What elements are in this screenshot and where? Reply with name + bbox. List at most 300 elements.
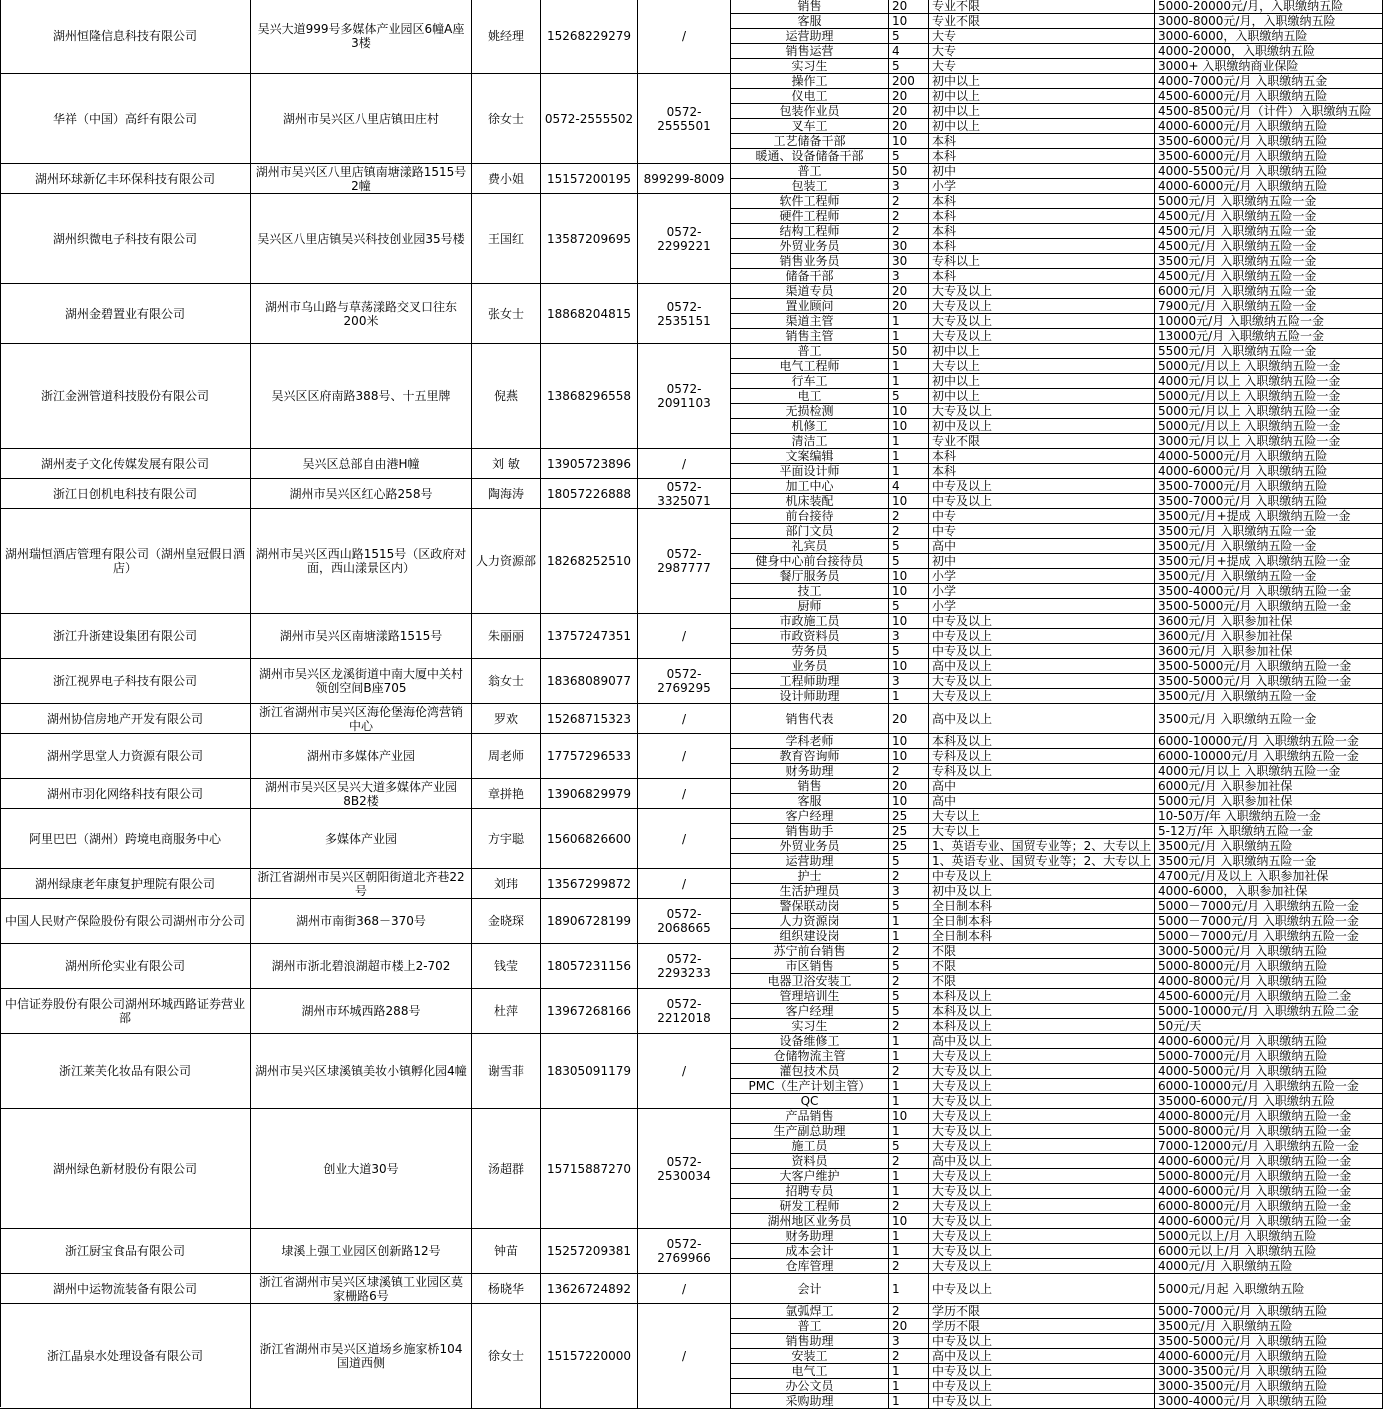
- job-title: 叉车工: [731, 119, 889, 134]
- contact-person: 倪燕: [472, 344, 541, 449]
- job-salary: 4000-6000元/月 入职缴纳五险: [1155, 464, 1383, 479]
- job-salary: 5000－7000元/月 入职缴纳五险一金: [1155, 929, 1383, 944]
- job-education: 初中以上: [929, 119, 1155, 134]
- job-headcount: 25: [889, 809, 929, 824]
- contact-mobile: 18057231156: [541, 944, 638, 989]
- job-headcount: 10: [889, 419, 929, 434]
- job-title: 行车工: [731, 374, 889, 389]
- job-headcount: 10: [889, 14, 929, 29]
- company-name: 浙江莱芙化妆品有限公司: [0, 1034, 251, 1109]
- job-title: 销售: [731, 0, 889, 14]
- job-headcount: 10: [889, 1109, 929, 1124]
- company-address: 湖州市多媒体产业园: [251, 734, 472, 779]
- job-headcount: 1: [889, 1184, 929, 1199]
- contact-person: 姚经理: [472, 0, 541, 74]
- job-education: 本科及以上: [929, 1019, 1155, 1034]
- job-education: 大专及以上: [929, 1079, 1155, 1094]
- job-salary: 3600元/月 入职参加社保: [1155, 644, 1383, 659]
- job-salary: 5000-7000元/月 入职缴纳五险: [1155, 1304, 1383, 1319]
- job-title: 业务员: [731, 659, 889, 674]
- job-title: 设备维修工: [731, 1034, 889, 1049]
- job-salary: 3500元/月+提成 入职缴纳五险一金: [1155, 554, 1383, 569]
- job-education: 大专及以上: [929, 314, 1155, 329]
- job-education: 大专: [929, 59, 1155, 74]
- job-title: 市政施工员: [731, 614, 889, 629]
- job-title: 安装工: [731, 1349, 889, 1364]
- job-salary: 5000元以上/月 入职缴纳五险: [1155, 1229, 1383, 1244]
- job-title: 财务助理: [731, 764, 889, 779]
- job-headcount: 5: [889, 644, 929, 659]
- contact-person: 费小姐: [472, 164, 541, 194]
- job-title: 厨师: [731, 599, 889, 614]
- contact-mobile: 15715887270: [541, 1109, 638, 1229]
- job-title: 湖州地区业务员: [731, 1214, 889, 1229]
- job-headcount: 5: [889, 389, 929, 404]
- job-headcount: 1: [889, 1244, 929, 1259]
- job-title: 灌包技术员: [731, 1064, 889, 1079]
- contact-mobile: 13757247351: [541, 614, 638, 659]
- job-title: 销售业务员: [731, 254, 889, 269]
- contact-mobile: 13868296558: [541, 344, 638, 449]
- job-title: QC: [731, 1094, 889, 1109]
- job-headcount: 50: [889, 344, 929, 359]
- job-salary: 4000-8000元/月 入职缴纳五险: [1155, 974, 1383, 989]
- job-title: 实习生: [731, 1019, 889, 1034]
- job-education: 大专及以上: [929, 1184, 1155, 1199]
- job-salary: 5000-8000元/月 入职缴纳五险一金: [1155, 1169, 1383, 1184]
- job-headcount: 1: [889, 1394, 929, 1409]
- contact-mobile: 18368089077: [541, 659, 638, 704]
- job-title: 操作工: [731, 74, 889, 89]
- contact-phone: 0572-2535151: [638, 284, 731, 344]
- job-education: 本科: [929, 224, 1155, 239]
- job-headcount: 50: [889, 164, 929, 179]
- job-headcount: 10: [889, 794, 929, 809]
- contact-person: 章拼艳: [472, 779, 541, 809]
- job-title: 电气工: [731, 1364, 889, 1379]
- job-salary: 3000-3500元/月 入职缴纳五险: [1155, 1364, 1383, 1379]
- job-headcount: 1: [889, 314, 929, 329]
- contact-mobile: 13626724892: [541, 1274, 638, 1304]
- company-address: 湖州市吴兴区红心路258号: [251, 479, 472, 509]
- job-education: 专科及以上: [929, 749, 1155, 764]
- company-address: 湖州市吴兴区龙溪街道中南大厦中关村领创空间B座705: [251, 659, 472, 704]
- job-title: PMC（生产计划主管）: [731, 1079, 889, 1094]
- job-title: 包装工: [731, 179, 889, 194]
- company-address: 吴兴区八里店镇吴兴科技创业园35号楼: [251, 194, 472, 284]
- company-name: 湖州学思堂人力资源有限公司: [0, 734, 251, 779]
- job-headcount: 2: [889, 1019, 929, 1034]
- job-education: 大专及以上: [929, 1064, 1155, 1079]
- job-headcount: 5: [889, 539, 929, 554]
- company-address: 湖州市乌山路与草荡漾路交叉口往东200米: [251, 284, 472, 344]
- job-title: 办公文员: [731, 1379, 889, 1394]
- job-education: 专业不限: [929, 434, 1155, 449]
- contact-mobile: 17757296533: [541, 734, 638, 779]
- job-headcount: 4: [889, 479, 929, 494]
- job-salary: 6000元/月 入职参加社保: [1155, 779, 1383, 794]
- job-education: 小学: [929, 569, 1155, 584]
- job-salary: 4000-6000元/月 入职缴纳五险一金: [1155, 1184, 1383, 1199]
- contact-mobile: 15157200195: [541, 164, 638, 194]
- job-title: 电工: [731, 389, 889, 404]
- job-title: 会计: [731, 1274, 889, 1304]
- job-headcount: 10: [889, 659, 929, 674]
- job-headcount: 2: [889, 224, 929, 239]
- job-education: 本科及以上: [929, 734, 1155, 749]
- job-headcount: 2: [889, 509, 929, 524]
- contact-mobile: 18305091179: [541, 1034, 638, 1109]
- job-salary: 5000元/月 入职参加社保: [1155, 794, 1383, 809]
- company-name: 湖州恒隆信息科技有限公司: [0, 0, 251, 74]
- job-education: 1、英语专业、国贸专业等；2、大专以上: [929, 854, 1155, 869]
- contact-phone: 0572-2769966: [638, 1229, 731, 1274]
- company-address: 吴兴区区府南路388号、十五里牌: [251, 344, 472, 449]
- contact-mobile: 13905723896: [541, 449, 638, 479]
- contact-phone: 0572-2091103: [638, 344, 731, 449]
- job-education: 本科: [929, 209, 1155, 224]
- company-name: 中信证券股份有限公司湖州环城西路证券营业部: [0, 989, 251, 1034]
- job-title: 技工: [731, 584, 889, 599]
- contact-person: 人力资源部: [472, 509, 541, 614]
- job-education: 中专及以上: [929, 479, 1155, 494]
- job-title: 仓库管理: [731, 1259, 889, 1274]
- company-name: 中国人民财产保险股份有限公司湖州市分公司: [0, 899, 251, 944]
- job-headcount: 1: [889, 1124, 929, 1139]
- job-salary: 6000-8000元/月 入职缴纳五险一金: [1155, 1199, 1383, 1214]
- company-name: 浙江日创机电科技有限公司: [0, 479, 251, 509]
- job-salary: 5000元/月以上 入职缴纳五险一金: [1155, 389, 1383, 404]
- job-headcount: 2: [889, 1349, 929, 1364]
- job-education: 高中及以上: [929, 659, 1155, 674]
- job-title: 学科老师: [731, 734, 889, 749]
- job-salary: 5000元/月以上 入职缴纳五险一金: [1155, 404, 1383, 419]
- contact-person: 刘玮: [472, 869, 541, 899]
- job-headcount: 1: [889, 689, 929, 704]
- contact-mobile: 13906829979: [541, 779, 638, 809]
- job-headcount: 1: [889, 1379, 929, 1394]
- job-headcount: 1: [889, 1229, 929, 1244]
- company-name: 湖州中运物流装备有限公司: [0, 1274, 251, 1304]
- job-title: 人力资源岗: [731, 914, 889, 929]
- job-title: 生活护理员: [731, 884, 889, 899]
- job-headcount: 20: [889, 0, 929, 14]
- job-education: 大专以上: [929, 824, 1155, 839]
- job-headcount: 1: [889, 914, 929, 929]
- job-education: 本科: [929, 194, 1155, 209]
- contact-mobile: 15257209381: [541, 1229, 638, 1274]
- job-salary: 3500元/月 入职缴纳五险一金: [1155, 569, 1383, 584]
- job-education: 初中: [929, 164, 1155, 179]
- job-education: 高中: [929, 779, 1155, 794]
- job-title: 招聘专员: [731, 1184, 889, 1199]
- contact-person: 杜萍: [472, 989, 541, 1034]
- job-education: 大专及以上: [929, 689, 1155, 704]
- job-salary: 4000-6000，入职参加社保: [1155, 884, 1383, 899]
- contact-phone: 0572-2530034: [638, 1109, 731, 1229]
- job-title: 结构工程师: [731, 224, 889, 239]
- contact-person: 徐女士: [472, 1304, 541, 1409]
- job-title: 警保联动岗: [731, 899, 889, 914]
- job-headcount: 4: [889, 44, 929, 59]
- job-title: 组织建设岗: [731, 929, 889, 944]
- contact-phone: /: [638, 809, 731, 869]
- job-education: 大专及以上: [929, 284, 1155, 299]
- job-title: 渠道主管: [731, 314, 889, 329]
- job-title: 运营助理: [731, 29, 889, 44]
- job-headcount: 2: [889, 1154, 929, 1169]
- job-title: 机修工: [731, 419, 889, 434]
- job-salary: 3000-5000元/月 入职缴纳五险: [1155, 944, 1383, 959]
- job-education: 中专及以上: [929, 869, 1155, 884]
- job-headcount: 5: [889, 59, 929, 74]
- job-headcount: 3: [889, 629, 929, 644]
- job-title: 销售助理: [731, 1334, 889, 1349]
- company-name: 湖州绿色新材股份有限公司: [0, 1109, 251, 1229]
- job-education: 初中以上: [929, 74, 1155, 89]
- job-headcount: 1: [889, 1079, 929, 1094]
- job-headcount: 5: [889, 899, 929, 914]
- job-education: 本科: [929, 134, 1155, 149]
- job-salary: 3500元/月 入职缴纳五险一金: [1155, 854, 1383, 869]
- job-headcount: 1: [889, 1094, 929, 1109]
- job-education: 初中及以上: [929, 884, 1155, 899]
- job-headcount: 25: [889, 824, 929, 839]
- job-salary: 4000-6000元/月 入职缴纳五险: [1155, 1034, 1383, 1049]
- contact-person: 刘 敏: [472, 449, 541, 479]
- job-headcount: 20: [889, 779, 929, 794]
- contact-mobile: 15606826600: [541, 809, 638, 869]
- company-address: 浙江省湖州市吴兴区埭溪镇工业园区莫家栅路6号: [251, 1274, 472, 1304]
- contact-phone: /: [638, 704, 731, 734]
- company-address: 吴兴大道999号多媒体产业园区6幢A座3楼: [251, 0, 472, 74]
- job-education: 高中: [929, 794, 1155, 809]
- job-education: 不限: [929, 944, 1155, 959]
- job-education: 大专及以上: [929, 1139, 1155, 1154]
- company-address: 湖州市环城西路288号: [251, 989, 472, 1034]
- job-headcount: 3: [889, 884, 929, 899]
- contact-phone: 0572-2068665: [638, 899, 731, 944]
- job-salary: 10-50万/年 入职缴纳五险一金: [1155, 809, 1383, 824]
- job-salary: 3500元/月 入职缴纳五险一金: [1155, 704, 1383, 734]
- company-name: 湖州环球新亿丰环保科技有限公司: [0, 164, 251, 194]
- job-headcount: 20: [889, 299, 929, 314]
- job-title: 运营助理: [731, 854, 889, 869]
- job-title: 无损检测: [731, 404, 889, 419]
- job-salary: 3500元/月 入职缴纳五险一金: [1155, 254, 1383, 269]
- job-education: 全日制本科: [929, 929, 1155, 944]
- job-salary: 4000-6000元/月 入职缴纳五险一金: [1155, 1154, 1383, 1169]
- job-title: 客服: [731, 14, 889, 29]
- job-education: 学历不限: [929, 1319, 1155, 1334]
- job-title: 普工: [731, 344, 889, 359]
- job-salary: 4500-8500元/月（计件）入职缴纳五险: [1155, 104, 1383, 119]
- job-education: 高中及以上: [929, 1034, 1155, 1049]
- job-salary: 35000-6000元/月 入职缴纳五险: [1155, 1094, 1383, 1109]
- job-title: 电器卫浴安装工: [731, 974, 889, 989]
- job-education: 高中及以上: [929, 704, 1155, 734]
- job-title: 仪电工: [731, 89, 889, 104]
- job-salary: 3500-5000元/月 入职缴纳五险一金: [1155, 659, 1383, 674]
- job-title: 外贸业务员: [731, 839, 889, 854]
- job-headcount: 1: [889, 359, 929, 374]
- job-salary: 5000-7000元/月 入职缴纳五险: [1155, 1049, 1383, 1064]
- job-salary: 4500-6000元/月 入职缴纳五险二金: [1155, 989, 1383, 1004]
- job-salary: 3500元/月+提成 入职缴纳五险一金: [1155, 509, 1383, 524]
- job-education: 大专及以上: [929, 1259, 1155, 1274]
- job-education: 大专及以上: [929, 299, 1155, 314]
- job-education: 专业不限: [929, 14, 1155, 29]
- job-salary: 50元/天: [1155, 1019, 1383, 1034]
- company-name: 湖州绿康老年康复护理院有限公司: [0, 869, 251, 899]
- contact-phone: /: [638, 779, 731, 809]
- contact-person: 金晓琛: [472, 899, 541, 944]
- job-salary: 7000-12000元/月 入职缴纳五险一金: [1155, 1139, 1383, 1154]
- job-salary: 4700元/月及以上 入职参加社保: [1155, 869, 1383, 884]
- job-headcount: 10: [889, 614, 929, 629]
- job-salary: 5000元/月以上 入职缴纳五险一金: [1155, 359, 1383, 374]
- job-headcount: 5: [889, 1004, 929, 1019]
- job-education: 大专以上: [929, 359, 1155, 374]
- job-salary: 3500-7000元/月 入职缴纳五险: [1155, 494, 1383, 509]
- contact-mobile: 18057226888: [541, 479, 638, 509]
- job-salary: 5000-20000元/月，入职缴纳五险: [1155, 0, 1383, 14]
- company-name: 湖州所伦实业有限公司: [0, 944, 251, 989]
- job-headcount: 2: [889, 1259, 929, 1274]
- job-salary: 5000-10000元/月 入职缴纳五险二金: [1155, 1004, 1383, 1019]
- job-headcount: 2: [889, 1304, 929, 1319]
- company-address: 湖州市南街368－370号: [251, 899, 472, 944]
- job-salary: 5000-8000元/月 入职缴纳五险: [1155, 959, 1383, 974]
- job-title: 工程师助理: [731, 674, 889, 689]
- job-education: 中专及以上: [929, 494, 1155, 509]
- job-education: 大专及以上: [929, 674, 1155, 689]
- contact-phone: 0572-2212018: [638, 989, 731, 1034]
- job-title: 机床装配: [731, 494, 889, 509]
- job-education: 小学: [929, 599, 1155, 614]
- job-headcount: 10: [889, 749, 929, 764]
- job-salary: 3000-8000元/月，入职缴纳五险: [1155, 14, 1383, 29]
- job-title: 大客户维护: [731, 1169, 889, 1184]
- job-education: 本科: [929, 239, 1155, 254]
- job-education: 高中及以上: [929, 1349, 1155, 1364]
- job-salary: 6000-10000元/月 入职缴纳五险一金: [1155, 1079, 1383, 1094]
- job-salary: 3500元/月 入职缴纳五险一金: [1155, 524, 1383, 539]
- job-education: 中专及以上: [929, 644, 1155, 659]
- contact-phone: 0572-2987777: [638, 509, 731, 614]
- job-education: 大专及以上: [929, 1214, 1155, 1229]
- job-salary: 3600元/月 入职参加社保: [1155, 629, 1383, 644]
- job-title: 加工中心: [731, 479, 889, 494]
- job-salary: 5000－7000元/月 入职缴纳五险一金: [1155, 914, 1383, 929]
- job-title: 资料员: [731, 1154, 889, 1169]
- job-title: 采购助理: [731, 1394, 889, 1409]
- contact-phone: 0572-3325071: [638, 479, 731, 509]
- job-salary: 4000-6000元/月 入职缴纳五险: [1155, 179, 1383, 194]
- job-headcount: 2: [889, 194, 929, 209]
- company-address: 湖州市浙北碧浪湖超市楼上2-702: [251, 944, 472, 989]
- job-title: 普工: [731, 1319, 889, 1334]
- company-name: 阿里巴巴（湖州）跨境电商服务中心: [0, 809, 251, 869]
- job-headcount: 2: [889, 869, 929, 884]
- job-headcount: 3: [889, 674, 929, 689]
- job-salary: 4500元/月 入职缴纳五险一金: [1155, 209, 1383, 224]
- job-headcount: 10: [889, 404, 929, 419]
- job-education: 大专及以上: [929, 1244, 1155, 1259]
- job-education: 全日制本科: [929, 899, 1155, 914]
- company-address: 湖州市吴兴区吴兴大道多媒体产业园8B2楼: [251, 779, 472, 809]
- job-headcount: 10: [889, 134, 929, 149]
- job-headcount: 10: [889, 584, 929, 599]
- contact-mobile: 18868204815: [541, 284, 638, 344]
- job-education: 专科以上: [929, 254, 1155, 269]
- job-education: 大专及以上: [929, 1199, 1155, 1214]
- job-headcount: 200: [889, 74, 929, 89]
- job-headcount: 30: [889, 254, 929, 269]
- job-title: 市政资料员: [731, 629, 889, 644]
- contact-person: 徐女士: [472, 74, 541, 164]
- job-salary: 3600元/月 入职参加社保: [1155, 614, 1383, 629]
- company-name: 华祥（中国）高纤有限公司: [0, 74, 251, 164]
- job-title: 仓储物流主管: [731, 1049, 889, 1064]
- job-salary: 4000-6000元/月 入职缴纳五险一金: [1155, 1214, 1383, 1229]
- job-title: 成本会计: [731, 1244, 889, 1259]
- job-salary: 5000元/月 入职缴纳五险一金: [1155, 194, 1383, 209]
- job-education: 大专及以上: [929, 404, 1155, 419]
- contact-person: 罗欢: [472, 704, 541, 734]
- job-salary: 5000-8000元/月 入职缴纳五险一金: [1155, 1124, 1383, 1139]
- job-headcount: 2: [889, 764, 929, 779]
- job-headcount: 1: [889, 449, 929, 464]
- job-education: 大专及以上: [929, 1169, 1155, 1184]
- company-name: 浙江厨宝食品有限公司: [0, 1229, 251, 1274]
- job-headcount: 3: [889, 179, 929, 194]
- job-title: 电气工程师: [731, 359, 889, 374]
- job-headcount: 3: [889, 1334, 929, 1349]
- contact-phone: /: [638, 0, 731, 74]
- contact-mobile: 15268229279: [541, 0, 638, 74]
- job-headcount: 1: [889, 374, 929, 389]
- job-headcount: 5: [889, 854, 929, 869]
- job-salary: 6000元以上/月 入职缴纳五险: [1155, 1244, 1383, 1259]
- job-headcount: 2: [889, 1064, 929, 1079]
- job-title: 施工员: [731, 1139, 889, 1154]
- job-title: 设计师助理: [731, 689, 889, 704]
- job-title: 市区销售: [731, 959, 889, 974]
- job-headcount: 1: [889, 329, 929, 344]
- job-title: 财务助理: [731, 1229, 889, 1244]
- job-salary: 5-12万/年 入职缴纳五险一金: [1155, 824, 1383, 839]
- contact-phone: 0572-2293233: [638, 944, 731, 989]
- job-title: 氩弧焊工: [731, 1304, 889, 1319]
- job-salary: 3500-5000元/月 入职缴纳五险: [1155, 1334, 1383, 1349]
- job-education: 本科及以上: [929, 1004, 1155, 1019]
- job-title: 客户经理: [731, 1004, 889, 1019]
- job-salary: 3500-7000元/月 入职缴纳五险: [1155, 479, 1383, 494]
- job-education: 中专及以上: [929, 1334, 1155, 1349]
- contact-phone: /: [638, 734, 731, 779]
- company-address: 浙江省湖州市吴兴区道场乡施家桥104国道西侧: [251, 1304, 472, 1409]
- job-headcount: 20: [889, 119, 929, 134]
- job-education: 大专以上: [929, 809, 1155, 824]
- job-salary: 4000元/月以上 入职缴纳五险一金: [1155, 764, 1383, 779]
- contact-person: 周老师: [472, 734, 541, 779]
- job-headcount: 1: [889, 464, 929, 479]
- job-title: 苏宁前台销售: [731, 944, 889, 959]
- job-headcount: 5: [889, 1139, 929, 1154]
- contact-mobile: 15268715323: [541, 704, 638, 734]
- job-title: 实习生: [731, 59, 889, 74]
